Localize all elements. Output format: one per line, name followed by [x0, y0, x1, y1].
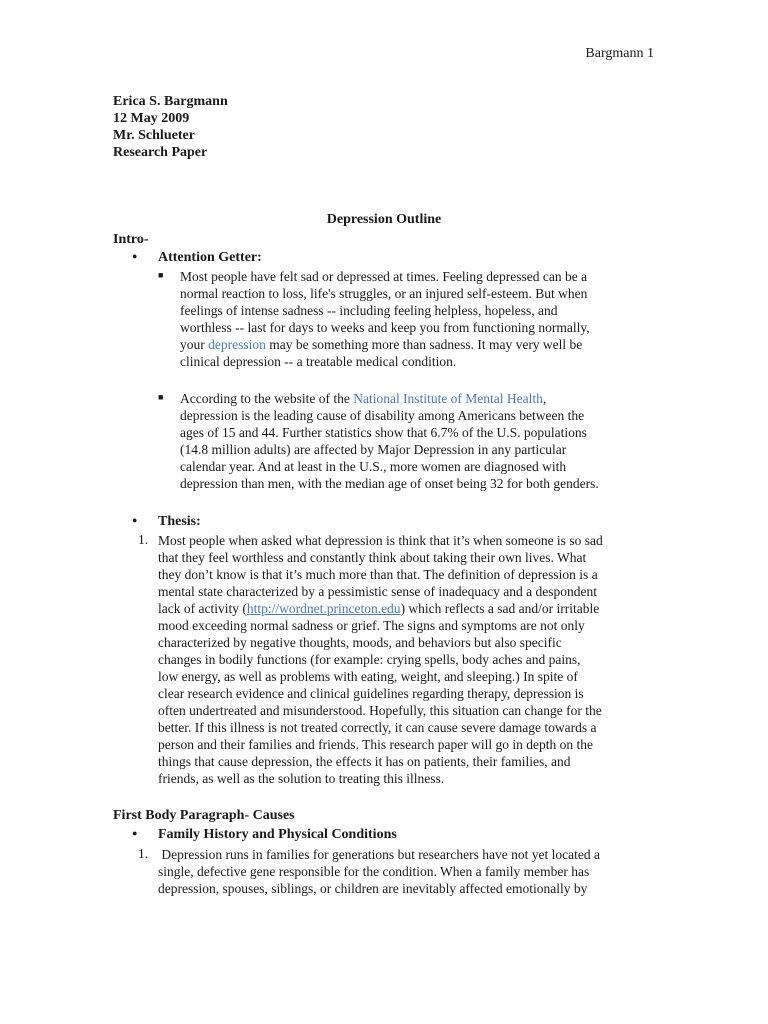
nimh-link[interactable]: National Institute of Mental Health [353, 391, 543, 406]
attention-getter-bullet [132, 250, 262, 266]
family-number: 1. [138, 846, 149, 861]
author-block [113, 93, 228, 161]
thesis-label: Thesis: [158, 514, 201, 529]
teacher-name: Mr. Schlueter [113, 128, 195, 143]
family-history-label: Family History and Physical Conditions [158, 827, 397, 842]
attention-getter-label: Attention Getter: [158, 250, 262, 265]
intro-heading: Intro- [113, 232, 149, 247]
assignment-type: Research Paper [113, 145, 208, 160]
attention-paragraph-1: Most people have felt sad or depressed at times. Feeling depressed can be a normal reaction to loss, life's struggles, or an injured self-esteem. But when feelings of intense sadness -- including feeling helpless, hopeless, and worthless -- last for days to weeks and keep you from functioning normally, your depression may be something more than sadness. It may very well be clinical depression -- a treatable medical condition. [180, 269, 590, 369]
document-title: Depression Outline [326, 212, 442, 227]
family-paragraph: Depression runs in families for generations but researchers have not yet located a single, defective gene responsible for the condition. When a family member has depression, spouses, siblings, or children are inevitably affected emotionally by [158, 847, 600, 896]
round-bullet-icon: ● [132, 515, 138, 525]
square-bullet-icon: ■ [158, 392, 164, 402]
family-history-bullet [132, 827, 397, 843]
thesis-paragraph: Most people when asked what depression is think that it’s when someone is so sad that they feel worthless and constantly think about taking their own lives. What they don’t know is that it’s much more than that. The definition of depression is a mental state characterized by a pessimistic sense of inadequacy and a despondent lack of activity (http://wordnet.princeton.edu) which reflects a sad and/or irritable mood exceeding normal sadness or grief. The signs and symptoms are not only characterized by negative thoughts, moods, and behaviors but also specific changes in bodily functions (for example: crying spells, body aches and pains, low energy, as well as problems with eating, weight, and sleeping.) In spite of clear research evidence and clinical guidelines regarding therapy, depression is often undertreated and misunderstood. Hopefully, this situation can change for the better. If this illness is not treated correctly, it can cause severe damage towards a person and their families and friends. This research paper will go in depth on the things that cause depression, the effects it has on patients, their families, and friends, as well as the solution to treating this illness. [158, 533, 603, 786]
thesis-number: 1. [138, 532, 149, 547]
round-bullet-icon: ● [132, 828, 138, 838]
depression-link[interactable]: depression [208, 337, 266, 352]
author-name: Erica S. Bargmann [113, 94, 228, 109]
square-bullet-icon: ■ [158, 270, 164, 280]
thesis-bullet [132, 514, 201, 530]
attention-paragraph-2: According to the website of the National Institute of Mental Health, depression is the leading cause of disability among Americans between the ages of 15 and 44. Further statistics show that 6.7% of the U.S. populations (14.8 million adults) are affected by Major Depression in any particular calendar year. And at least in the U.S., more women are diagnosed with depression than men, with the median age of onset being 32 for both genders. [180, 391, 599, 491]
paper-date: 12 May 2009 [113, 111, 190, 126]
page-header: Bargmann 1 [585, 46, 654, 61]
round-bullet-icon: ● [132, 251, 138, 261]
wordnet-link[interactable]: http://wordnet.princeton.edu [246, 601, 401, 616]
first-body-heading: First Body Paragraph- Causes [113, 808, 295, 823]
